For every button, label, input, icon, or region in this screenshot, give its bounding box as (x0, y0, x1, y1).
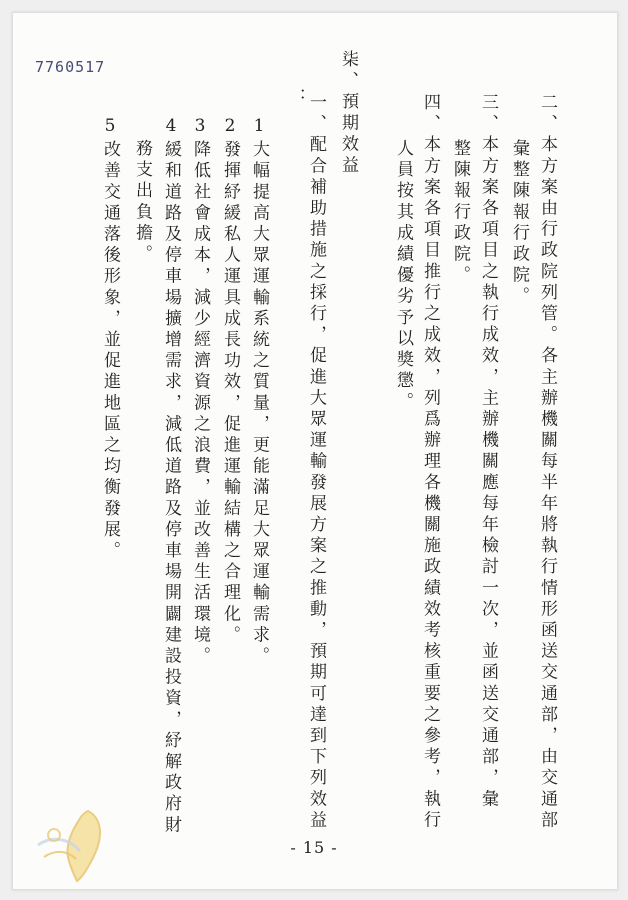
taiwan-logo-icon (30, 805, 122, 883)
text-column-3: 三、本方案各項目之執行成效，主辦機關應每年檢討一次，並函送交通部，彙 (478, 93, 498, 811)
archive-stamp: 7760517 (35, 58, 106, 76)
list-item-1: 1大幅提高大眾運輸系統之質量，更能滿足大眾運輸需求。 (249, 116, 269, 668)
text-column-9: 一、配合補助措施之採行，促進大眾運輸發展方案之推動，預期可達到下列效益 (306, 93, 326, 832)
text-column-6: 人員按其成績優劣予以獎懲。 (393, 139, 413, 414)
list-item-4-cont: 務支出負擔。 (132, 139, 152, 266)
section-heading: 柒、預期效益 (338, 50, 358, 177)
list-item-4: 4緩和道路及停車場擴增需求，減低道路及停車場開闢建設投資，紓解政府財 (161, 116, 181, 837)
text-column-4: 整陳報行政院。 (450, 139, 470, 287)
heading-colon: ： (286, 88, 306, 110)
text-column-2: 彙整陳報行政院。 (509, 139, 529, 308)
list-item-3: 3降低社會成本，減少經濟資源之浪費，並改善生活環境。 (190, 116, 210, 668)
list-item-2: 2發揮紓緩私人運具成長功效，促進運輸結構之合理化。 (220, 116, 240, 647)
text-column-1: 二、本方案由行政院列管。各主辦機關每半年將執行情形函送交通部，由交通部 (537, 93, 557, 832)
page-number: - 15 - (290, 838, 338, 857)
list-item-5: 5改善交通落後形象，並促進地區之均衡發展。 (100, 116, 120, 563)
text-column-5: 四、本方案各項目推行之成效，列爲辦理各機關施政績效考核重要之參考，執行 (420, 93, 440, 832)
